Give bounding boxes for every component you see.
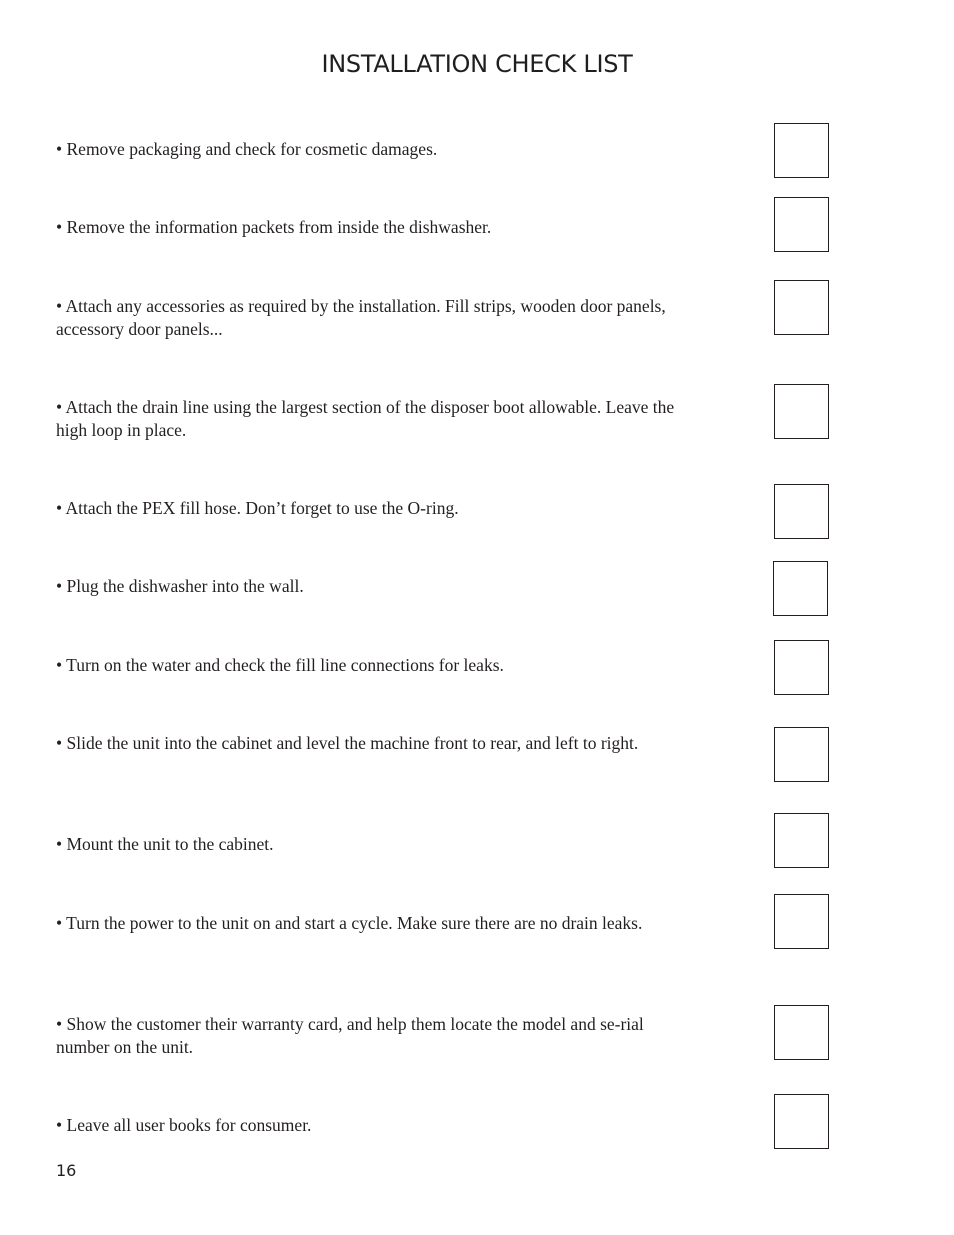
checklist-item-text: • Attach any accessories as required by the installation. Fill strips, wooden door panels, accessory door panels... [56,296,666,339]
checklist-item-text: • Slide the unit into the cabinet and level the machine front to rear, and left to right. [56,733,639,753]
checklist-item-text: • Remove packaging and check for cosmetic damages. [56,139,438,159]
page-number: 16 [56,1161,77,1180]
checklist-item-text: • Plug the dishwasher into the wall. [56,576,304,596]
checklist-item-text: • Leave all user books for consumer. [56,1115,312,1135]
checklist-checkbox[interactable] [774,727,829,782]
checklist-item-text: • Remove the information packets from inside the dishwasher. [56,217,492,237]
checklist-checkbox[interactable] [774,1094,829,1149]
checklist-checkbox[interactable] [774,197,829,252]
checklist-item-text: • Mount the unit to the cabinet. [56,834,274,854]
checklist-checkbox[interactable] [774,123,829,178]
checklist-item-text: • Attach the PEX fill hose. Don’t forget to use the O-ring. [56,498,459,518]
checklist-checkbox[interactable] [774,640,829,695]
checklist-checkbox[interactable] [774,484,829,539]
checklist-item-text: • Turn on the water and check the fill line connections for leaks. [56,655,504,675]
checklist-item-text: • Attach the drain line using the largest section of the disposer boot allowable. Leave the high loop in place. [56,397,675,440]
checklist-checkbox[interactable] [774,384,829,439]
page-title: INSTALLATION CHECK LIST [321,50,633,78]
checklist-checkbox[interactable] [774,813,829,868]
checklist-checkbox[interactable] [773,561,828,616]
checklist-checkbox[interactable] [774,894,829,949]
checklist-checkbox[interactable] [774,280,829,335]
checklist-item-text: • Show the customer their warranty card, and help them locate the model and se-rial number on the unit. [56,1014,644,1057]
checklist-item-text: • Turn the power to the unit on and start a cycle. Make sure there are no drain leaks. [56,913,643,933]
checklist-checkbox[interactable] [774,1005,829,1060]
